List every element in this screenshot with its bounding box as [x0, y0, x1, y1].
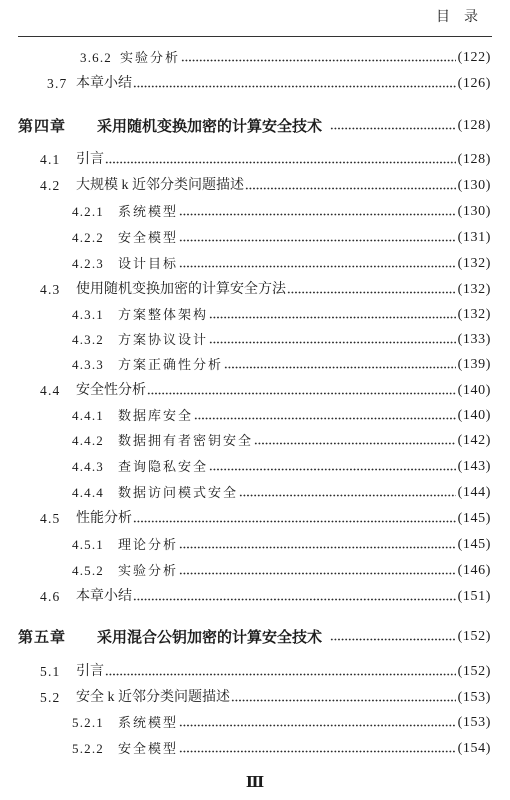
section-title: 安全 k 近邻分类问题描述 — [76, 690, 230, 705]
page-number: (139) — [457, 357, 491, 372]
section-title: 性能分析 — [76, 511, 132, 526]
dot-leader — [133, 74, 456, 94]
section-number: 4.2 — [40, 178, 61, 193]
section-number: 3.6.2 — [80, 50, 112, 65]
section-number: 4.4 — [40, 383, 61, 398]
page-number: (154) — [457, 741, 491, 756]
toc-entry-4-2 — [40, 176, 491, 196]
section-number: 4.3.2 — [72, 332, 104, 347]
page-number: (140) — [457, 408, 491, 423]
section-title: 实验分析 — [120, 50, 181, 65]
page-number: (133) — [457, 332, 491, 347]
section-title: 使用随机变换加密的计算安全方法 — [76, 282, 286, 297]
toc-entry-4-4 — [40, 381, 491, 401]
section-title: 本章小结 — [76, 589, 132, 604]
section-title: 安全模型 — [118, 230, 179, 245]
section-number: 4.4.2 — [72, 433, 104, 448]
toc-entry-4-2-1 — [72, 202, 491, 222]
toc-entry-4-4-3 — [72, 457, 491, 477]
page-number: (140) — [457, 383, 491, 398]
section-title: 方案协议设计 — [118, 332, 209, 347]
page-number: (131) — [457, 230, 491, 245]
dot-leader — [179, 202, 456, 222]
page-number: (142) — [457, 433, 491, 448]
dot-leader — [209, 330, 456, 350]
page-number: (146) — [457, 563, 491, 578]
section-title: 大规模 k 近邻分类问题描述 — [76, 178, 244, 193]
dot-leader — [209, 305, 456, 325]
page-number: (128) — [457, 152, 491, 167]
dot-leader — [179, 254, 456, 274]
toc-entry-4-3-1 — [72, 305, 491, 325]
section-number: 5.2 — [40, 690, 61, 705]
page-number: (122) — [457, 50, 491, 65]
toc-entry-4-1 — [40, 150, 491, 170]
dot-leader — [179, 739, 456, 759]
toc-entry-5-2 — [40, 688, 491, 708]
page-number: (145) — [457, 511, 491, 526]
page-number: (152) — [457, 629, 491, 644]
toc-entry-3-6-2 — [80, 48, 491, 68]
toc-entry-5-1 — [40, 662, 491, 682]
section-number: 5.2.2 — [72, 741, 104, 756]
toc-entry-4-4-2 — [72, 431, 491, 451]
header-title: 目 录 — [436, 10, 478, 25]
dot-leader — [179, 561, 456, 581]
section-number: 4.5.1 — [72, 537, 104, 552]
toc-entry-4-6 — [40, 587, 491, 607]
chapter-number: 第四章 — [18, 117, 67, 135]
toc-entry-4-3 — [40, 280, 491, 300]
section-number: 4.4.4 — [72, 485, 104, 500]
toc-entry-4-3-3 — [72, 355, 491, 375]
dot-leader — [254, 431, 456, 451]
page-number: (130) — [457, 178, 491, 193]
section-number: 4.2.2 — [72, 230, 104, 245]
section-title: 本章小结 — [76, 76, 132, 91]
chapter-title: 采用随机变换加密的计算安全技术 — [97, 117, 323, 135]
page-number: (153) — [457, 690, 491, 705]
toc-entry-4-5 — [40, 509, 491, 529]
toc-entry-4-2-3 — [72, 254, 491, 274]
dot-leader — [133, 509, 456, 529]
header-rule — [18, 36, 492, 37]
section-title: 引言 — [76, 152, 104, 167]
section-number: 4.3.3 — [72, 357, 104, 372]
dot-leader — [245, 176, 456, 196]
section-number: 4.1 — [40, 152, 61, 167]
dot-leader — [231, 688, 456, 708]
page-number: (145) — [457, 537, 491, 552]
section-number: 4.5 — [40, 511, 61, 526]
toc-entry-3-7 — [47, 74, 491, 94]
dot-leader — [287, 280, 456, 300]
page-number: (132) — [457, 307, 491, 322]
dot-leader — [209, 457, 456, 477]
section-title: 方案整体架构 — [118, 307, 209, 322]
toc-entry-chapter-4 — [18, 116, 491, 136]
section-number: 4.4.3 — [72, 459, 104, 474]
page-number: (130) — [457, 204, 491, 219]
section-number: 5.1 — [40, 664, 61, 679]
dot-leader — [239, 483, 456, 503]
page-number: (132) — [457, 256, 491, 271]
section-title: 引言 — [76, 664, 104, 679]
section-number: 5.2.1 — [72, 715, 104, 730]
toc-entry-4-4-1 — [72, 406, 491, 426]
toc-entry-4-4-4 — [72, 483, 491, 503]
dot-leader — [105, 150, 456, 170]
dot-leader — [147, 381, 456, 401]
section-title: 数据访问模式安全 — [118, 485, 239, 500]
section-number: 4.3 — [40, 282, 61, 297]
section-title: 安全性分析 — [76, 383, 146, 398]
section-title: 理论分析 — [118, 537, 179, 552]
section-title: 系统模型 — [118, 715, 179, 730]
dot-leader — [330, 116, 456, 136]
dot-leader — [179, 535, 456, 555]
chapter-title: 采用混合公钥加密的计算安全技术 — [97, 628, 323, 646]
section-number: 4.2.3 — [72, 256, 104, 271]
chapter-number: 第五章 — [18, 628, 67, 646]
section-title: 查询隐私安全 — [118, 459, 209, 474]
dot-leader — [133, 587, 456, 607]
section-number: 3.7 — [47, 76, 68, 91]
toc-entry-5-2-1 — [72, 713, 491, 733]
section-number: 4.6 — [40, 589, 61, 604]
toc-entry-4-5-2 — [72, 561, 491, 581]
page-number: (153) — [457, 715, 491, 730]
section-title: 数据库安全 — [118, 408, 194, 423]
section-number: 4.5.2 — [72, 563, 104, 578]
page-number: (128) — [457, 118, 491, 133]
toc-entry-4-2-2 — [72, 228, 491, 248]
section-title: 设计目标 — [118, 256, 179, 271]
section-title: 实验分析 — [118, 563, 179, 578]
dot-leader — [179, 228, 456, 248]
section-number: 4.3.1 — [72, 307, 104, 322]
toc-entry-4-3-2 — [72, 330, 491, 350]
dot-leader — [179, 713, 456, 733]
toc-entry-5-2-2 — [72, 739, 491, 759]
section-number: 4.2.1 — [72, 204, 104, 219]
dot-leader — [105, 662, 456, 682]
dot-leader — [224, 355, 456, 375]
dot-leader — [194, 406, 456, 426]
page-number: (126) — [457, 76, 491, 91]
dot-leader — [181, 48, 456, 68]
section-title: 安全模型 — [118, 741, 179, 756]
section-title: 数据拥有者密钥安全 — [118, 433, 254, 448]
page-number: (132) — [457, 282, 491, 297]
toc-entry-chapter-5 — [18, 627, 491, 647]
section-title: 系统模型 — [118, 204, 179, 219]
toc-entry-4-5-1 — [72, 535, 491, 555]
page-number: (151) — [457, 589, 491, 604]
section-title: 方案正确性分析 — [118, 357, 224, 372]
page-number: (144) — [457, 485, 491, 500]
dot-leader — [330, 627, 456, 647]
page-folio: Ⅲ — [245, 773, 265, 791]
section-number: 4.4.1 — [72, 408, 104, 423]
page-number: (143) — [457, 459, 491, 474]
page-number: (152) — [457, 664, 491, 679]
